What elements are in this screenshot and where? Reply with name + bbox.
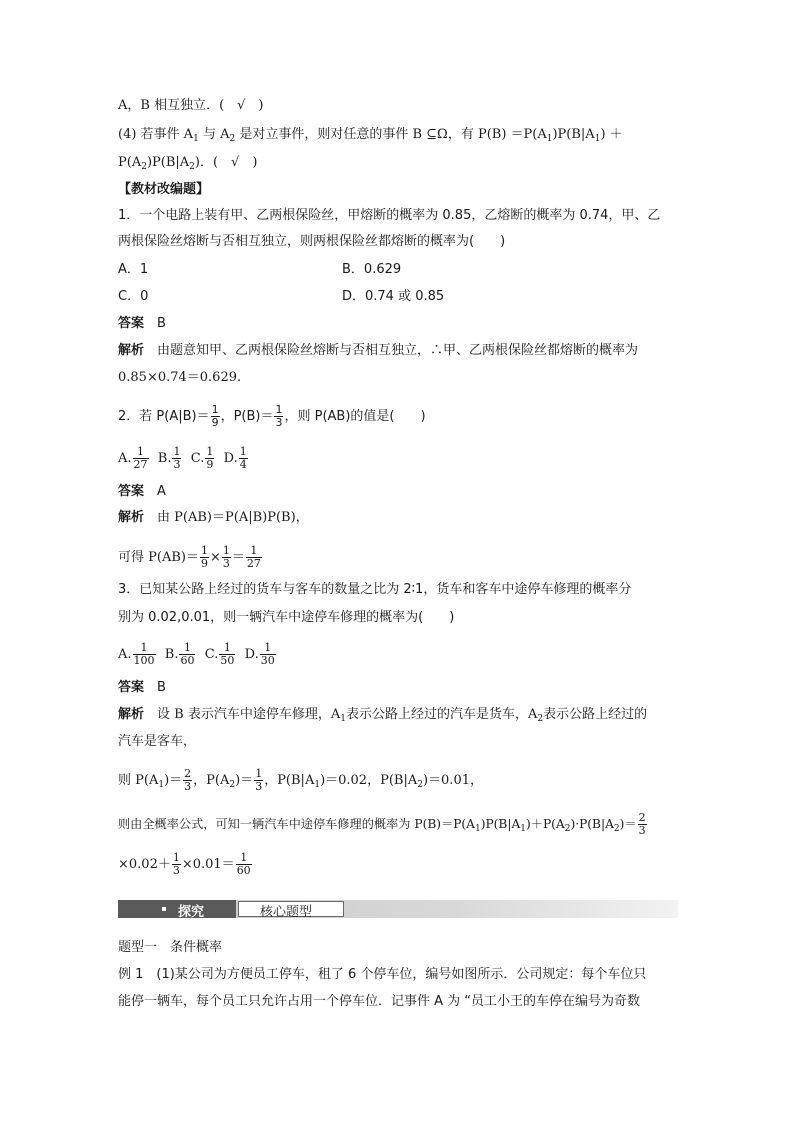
fraction: $\frac{1}{3}$ [275, 403, 283, 429]
q1-analysis-line1: 解析 由题意知甲、乙两根保险丝熔断与否相互独立，∴甲、乙两根保险丝都熔断的概率为 [118, 343, 639, 358]
q1-option-c: C．0 [118, 289, 149, 304]
q3-analysis-line2: 汽车是客车， [118, 734, 197, 749]
banner-title-right: 核心题型 [260, 905, 313, 920]
q1-answer: 答案 B [118, 316, 166, 331]
q1-stem-line1: 1．一个电路上装有甲、乙两根保险丝，甲熔断的概率为 0.85，乙熔断的概率为 0.74，甲、乙 [118, 208, 661, 223]
q3-answer: 答案 B [118, 680, 166, 695]
q3-analysis-line5: ×0.02＋ $\frac{1}{3}$ ×0.01＝ $\frac{1}{60}$ [118, 851, 251, 877]
example1-line1: 例 1 (1)某公司为方便员工停车，租了 6 个停车位，编号如图所示．公司规定：每个车位只 [118, 967, 647, 982]
q1-option-d: D．0.74 或 0.85 [342, 289, 445, 304]
q2-stem: 2．若 P(A|B)＝ $\frac{1}{9}$ ，P(B)＝ $\frac{1}{3}$ ，则 P(AB)的值是( ) [118, 403, 426, 429]
q1-option-b: B．0.629 [342, 262, 402, 277]
bullet-icon [162, 907, 166, 911]
q3-stem-line1: 3．已知某公路上经过的货车与客车的数量之比为 2∶1，货车和客车中途停车修理的概率分 [118, 582, 632, 597]
statement-4-line1: (4) 若事件 $A_1$ 与 $A_2$ 是对立事件，则对任意的事件 B ⊆Ω，有 $P(B) =P(A_1)P(B|A_1)$ ＋ [118, 127, 623, 144]
q3-stem-line2: 别为 0.02,0.01，则一辆汽车中途停车修理的概率为( ) [118, 610, 455, 625]
fraction: $\frac{1}{9}$ [211, 403, 219, 429]
q1-analysis-line2: 0.85×0.74＝0.629. [118, 370, 242, 385]
q3-analysis-line1: 解析 设 B 表示汽车中途停车修理，$A_1$表示公路上经过的汽车是货车，$A_2$表示公路上经过的 [118, 707, 648, 724]
q2-analysis-line1: 解析 由 P(AB)＝P(A|B)P(B)， [118, 510, 309, 525]
section-banner [118, 900, 678, 918]
statement-3-tail: A，B 相互独立．( √ ) [118, 98, 264, 113]
statement-4-line2: $P(A_2)P(B|A_2)$．( √ ) [118, 155, 258, 172]
q1-option-a: A．1 [118, 262, 149, 277]
q3-options: A. $\frac{1}{100}$ B. $\frac{1}{60}$ C. $\frac{1}{50}$ D. $\frac{1}{30}$ [118, 641, 275, 667]
section-label: 【教材改编题】 [118, 182, 210, 197]
type1-title: 题型一 条件概率 [118, 940, 223, 955]
q2-analysis-line2: 可得 P(AB)＝ $\frac{1}{9}$ × $\frac{1}{3}$ ＝ $\frac{1}{27}$ [118, 544, 261, 570]
q3-analysis-line4: 则由全概率公式，可知一辆汽车中途停车修理的概率为 $P(B)=P(A_1)P(B|A_1)+P(A_2)\cdot P(B|A_2)=$ $\frac{2}{3}$ [118, 811, 646, 837]
banner-dark-block [118, 900, 236, 918]
q1-stem-line2: 两根保险丝熔断与否相互独立，则两根保险丝都熔断的概率为( ) [118, 234, 506, 249]
q2-answer: 答案 A [118, 484, 166, 499]
banner-title-left: 探究 [178, 905, 205, 920]
example1-line2: 能停一辆车，每个员工只允许占用一个停车位．记事件 A 为 “员工小王的车停在编号为奇数 [118, 994, 641, 1009]
q3-analysis-line3: 则 $P(A_1)=$ $\frac{2}{3}$ ，$P(A_2)=$ $\frac{1}{3}$ ，$P(B|A_1)=0.02$，$P(B|A_2)=0.01$， [118, 767, 483, 793]
q2-options: A. $\frac{1}{27}$ B. $\frac{1}{3}$ C. $\frac{1}{9}$ D. $\frac{1}{4}$ [118, 445, 247, 471]
